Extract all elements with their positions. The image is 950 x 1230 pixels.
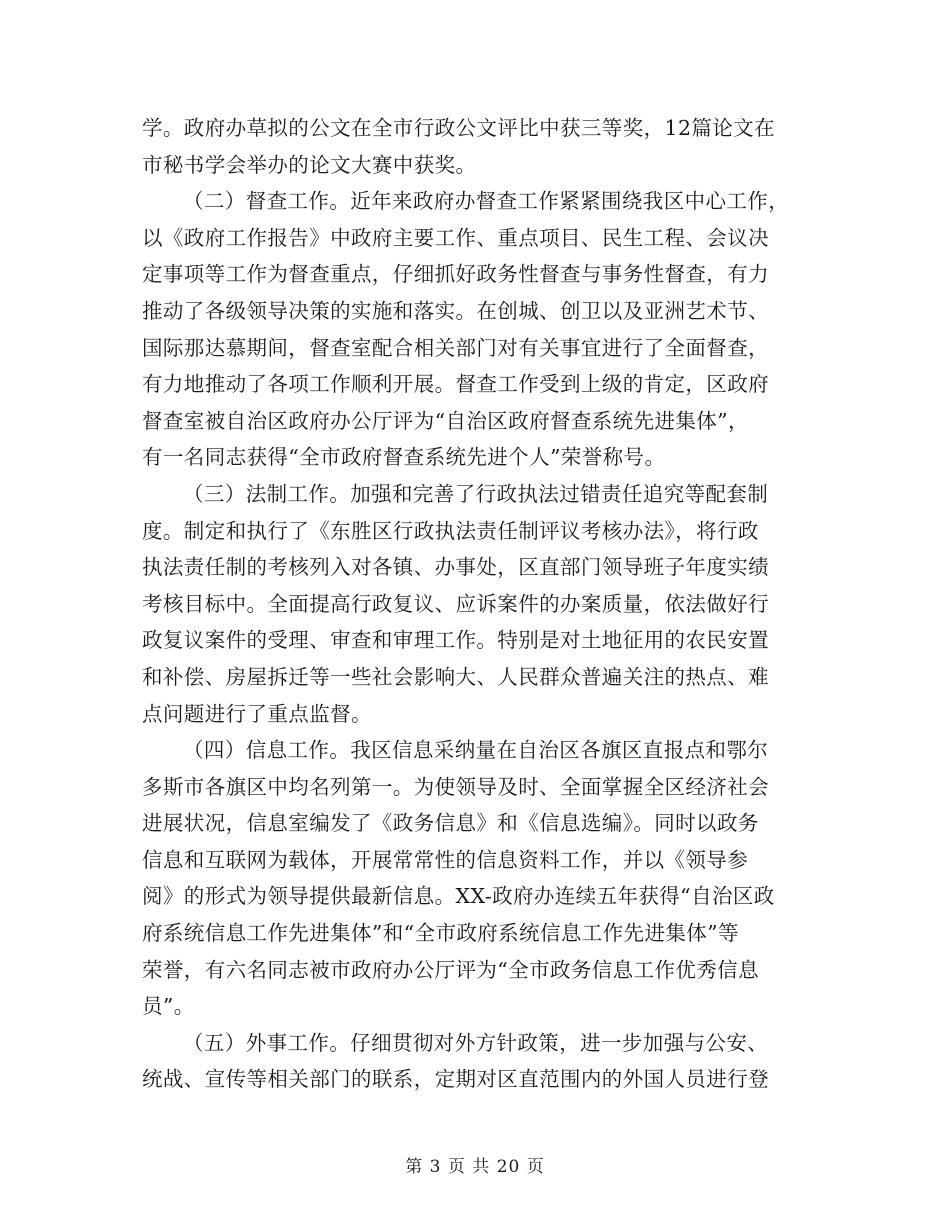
- text-line: 进展状况，信息室编发了《政务信息》和《信息选编》。同时以政务: [142, 811, 759, 836]
- text-line: 有一名同志获得“全市政府督查系统先进个人”荣誉称号。: [142, 445, 666, 470]
- text-line: 执法责任制的考核列入对各镇、办事处，区直部门领导班子年度实绩: [142, 555, 769, 580]
- text-line: 有力地推动了各项工作顺利开展。督查工作受到上级的肯定，区政府: [142, 372, 769, 397]
- text-line: 学。政府办草拟的公文在全市行政公文评比中获三等奖，12篇论文在: [142, 116, 775, 140]
- text-line: （四）信息工作。我区信息采纳量在自治区各旗区直报点和鄂尔: [183, 738, 769, 763]
- text-line: 荣誉，有六名同志被市政府办公厅评为“全市政务信息工作优秀信息: [142, 957, 759, 982]
- text-line: 多斯市各旗区中均名列第一。为使领导及时、全面掌握全区经济社会: [142, 774, 769, 799]
- text-line: （五）外事工作。仔细贯彻对外方针政策，进一步加强与公安、: [183, 1030, 769, 1055]
- text-line: 定事项等工作为督查重点，仔细抓好政务性督查与事务性督查，有力: [142, 262, 769, 287]
- text-line: 国际那达慕期间，督查室配合相关部门对有关事宜进行了全面督查，: [142, 335, 769, 360]
- text-line: 推动了各级领导决策的实施和落实。在创城、创卫以及亚洲艺术节、: [142, 298, 769, 323]
- text-line: 府系统信息工作先进集体”和“全市政府系统信息工作先进集体”等: [142, 921, 739, 946]
- body-text: [142, 110, 812, 1098]
- text-line: 政复议案件的受理、审查和审理工作。特别是对土地征用的农民安置: [142, 628, 769, 653]
- text-line: 点问题进行了重点监督。: [142, 701, 372, 726]
- text-line: （二）督查工作。近年来政府办督查工作紧紧围绕我区中心工作，: [183, 189, 790, 214]
- text-line: 信息和互联网为载体，开展常常性的信息资料工作，并以《领导参: [142, 847, 749, 872]
- text-line: 以《政府工作报告》中政府主要工作、重点项目、民生工程、会议决: [142, 225, 769, 250]
- text-line: 统战、宣传等相关部门的联系，定期对区直范围内的外国人员进行登: [142, 1067, 769, 1092]
- text-line: 员”。: [142, 994, 195, 1019]
- text-line: 度。制定和执行了《东胜区行政执法责任制评议考核办法》，将行政: [142, 518, 759, 543]
- text-line: 和补偿、房屋拆迁等一些社会影响大、人民群众普遍关注的热点、难: [142, 664, 769, 689]
- text-line: 督查室被自治区政府办公厅评为“自治区政府督查系统先进集体”，: [142, 408, 749, 433]
- text-line: 阅》的形式为领导提供最新信息。XX-政府办连续五年获得“自治区政: [142, 884, 775, 909]
- text-line: 考核目标中。全面提高行政复议、应诉案件的办案质量，依法做好行: [142, 591, 769, 616]
- text-line: 市秘书学会举办的论文大赛中获奖。: [142, 152, 477, 177]
- text-line: （三）法制工作。加强和完善了行政执法过错责任追究等配套制: [183, 481, 769, 506]
- page-number-footer: 第 3 页 共 20 页: [405, 1157, 545, 1177]
